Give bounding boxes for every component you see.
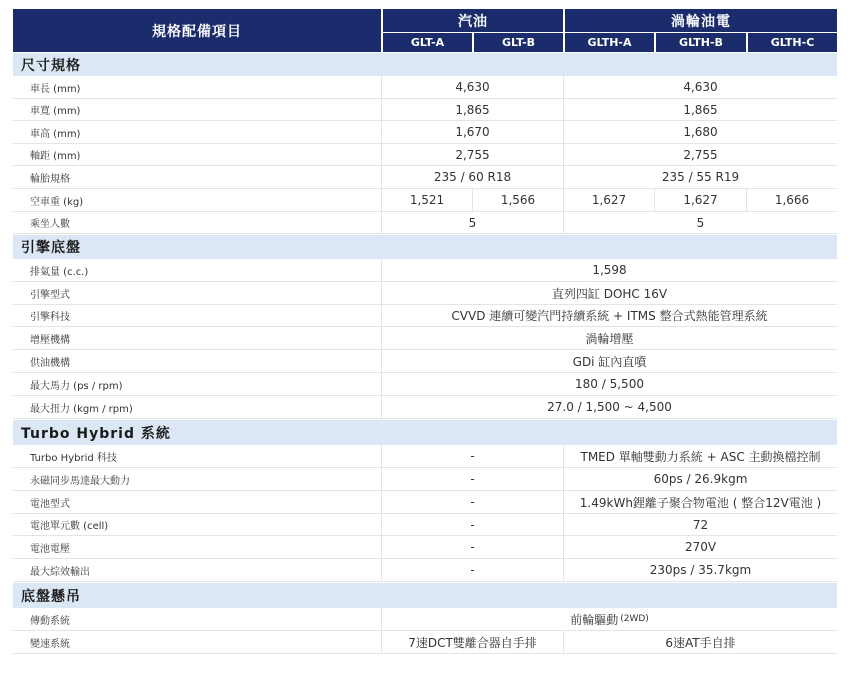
group-gasoline: 汽油 (383, 9, 563, 32)
row-label: 車長 (mm) (13, 76, 381, 99)
value-hybrid: 60ps / 26.9kgm (563, 468, 837, 491)
table-header-title: 規格配備項目 (13, 9, 381, 52)
value-glth-a: 1,627 (563, 189, 654, 212)
section-hybrid: Turbo Hybrid 系統 (13, 420, 837, 445)
value-hybrid: 1.49kWh鋰離子聚合物電池 ( 整合12V電池 ) (563, 491, 837, 514)
trim-glt-a: GLT-A (383, 33, 472, 52)
row-label: 傳動系統 (13, 608, 381, 631)
section-dimensions: 尺寸規格 (13, 53, 837, 76)
value-gas: - (381, 559, 563, 582)
row-label: 永磁同步馬達最大動力 (13, 468, 381, 491)
value-gas: 1,865 (381, 99, 563, 121)
value-all: 27.0 / 1,500 ~ 4,500 (381, 396, 837, 419)
value-hybrid: 270V (563, 536, 837, 559)
value-glt-a: 1,521 (381, 189, 472, 212)
value-glth-b: 1,627 (654, 189, 746, 212)
row-label: 電池型式 (13, 491, 381, 514)
value-hybrid: 72 (563, 514, 837, 536)
value-gas: 4,630 (381, 76, 563, 99)
row-label: 電池電壓 (13, 536, 381, 559)
section-chassis: 底盤懸吊 (13, 583, 837, 608)
value-all: 直列四缸 DOHC 16V (381, 282, 837, 305)
row-label: Turbo Hybrid 科技 (13, 445, 381, 468)
value-all (381, 608, 837, 631)
row-label: 最大綜效輸出 (13, 559, 381, 582)
value-hybrid: 2,755 (563, 144, 837, 166)
value-gas: 2,755 (381, 144, 563, 166)
value-all: GDi 缸內直噴 (381, 350, 837, 373)
row-label: 乘坐人數 (13, 212, 381, 234)
value-hybrid: 1,680 (563, 121, 837, 144)
value-hybrid: TMED 單軸雙動力系統 + ASC 主動換檔控制 (563, 445, 837, 468)
value-all: CVVD 連續可變汽門持續系統 + ITMS 整合式熱能管理系統 (381, 305, 837, 327)
value-all: 180 / 5,500 (381, 373, 837, 396)
row-label: 電池單元數 (cell) (13, 514, 381, 536)
value-hybrid: 1,865 (563, 99, 837, 121)
row-label: 最大扭力 (kgm / rpm) (13, 396, 381, 419)
value-all: 1,598 (381, 259, 837, 282)
value-glth-c: 1,666 (746, 189, 837, 212)
row-label: 軸距 (mm) (13, 144, 381, 166)
row-label: 變速系統 (13, 631, 381, 654)
row-label: 供油機構 (13, 350, 381, 373)
row-label: 引擎科技 (13, 305, 381, 327)
value-gas: - (381, 491, 563, 514)
row-label: 增壓機構 (13, 327, 381, 350)
row-label: 車寬 (mm) (13, 99, 381, 121)
row-label: 輪胎規格 (13, 166, 381, 189)
value-gas: - (381, 514, 563, 536)
row-label: 空車重 (kg) (13, 189, 381, 212)
group-turbo-hybrid: 渦輪油電 (565, 9, 837, 32)
value-hybrid: 230ps / 35.7kgm (563, 559, 837, 582)
value-hybrid: 4,630 (563, 76, 837, 99)
trim-glt-b: GLT-B (474, 33, 563, 52)
value-gas: - (381, 468, 563, 491)
trim-glth-c: GLTH-C (748, 33, 837, 52)
value-hybrid: 5 (563, 212, 837, 234)
value-gas: - (381, 445, 563, 468)
trim-glth-a: GLTH-A (565, 33, 654, 52)
section-engine: 引擎底盤 (13, 235, 837, 259)
drive-unit: (2WD) (620, 614, 649, 624)
drive-value: 前輪驅動 (570, 612, 619, 627)
value-gas: - (381, 536, 563, 559)
value-gas: 1,670 (381, 121, 563, 144)
row-label: 排氣量 (c.c.) (13, 259, 381, 282)
value-glt-b: 1,566 (472, 189, 563, 212)
value-hybrid: 6速AT手自排 (563, 631, 837, 654)
value-gas: 7速DCT雙離合器自手排 (381, 631, 563, 654)
value-gas: 5 (381, 212, 563, 234)
row-label: 最大馬力 (ps / rpm) (13, 373, 381, 396)
value-hybrid: 235 / 55 R19 (563, 166, 837, 189)
value-gas: 235 / 60 R18 (381, 166, 563, 189)
trim-glth-b: GLTH-B (656, 33, 746, 52)
value-all: 渦輪增壓 (381, 327, 837, 350)
row-label: 引擎型式 (13, 282, 381, 305)
row-label: 車高 (mm) (13, 121, 381, 144)
